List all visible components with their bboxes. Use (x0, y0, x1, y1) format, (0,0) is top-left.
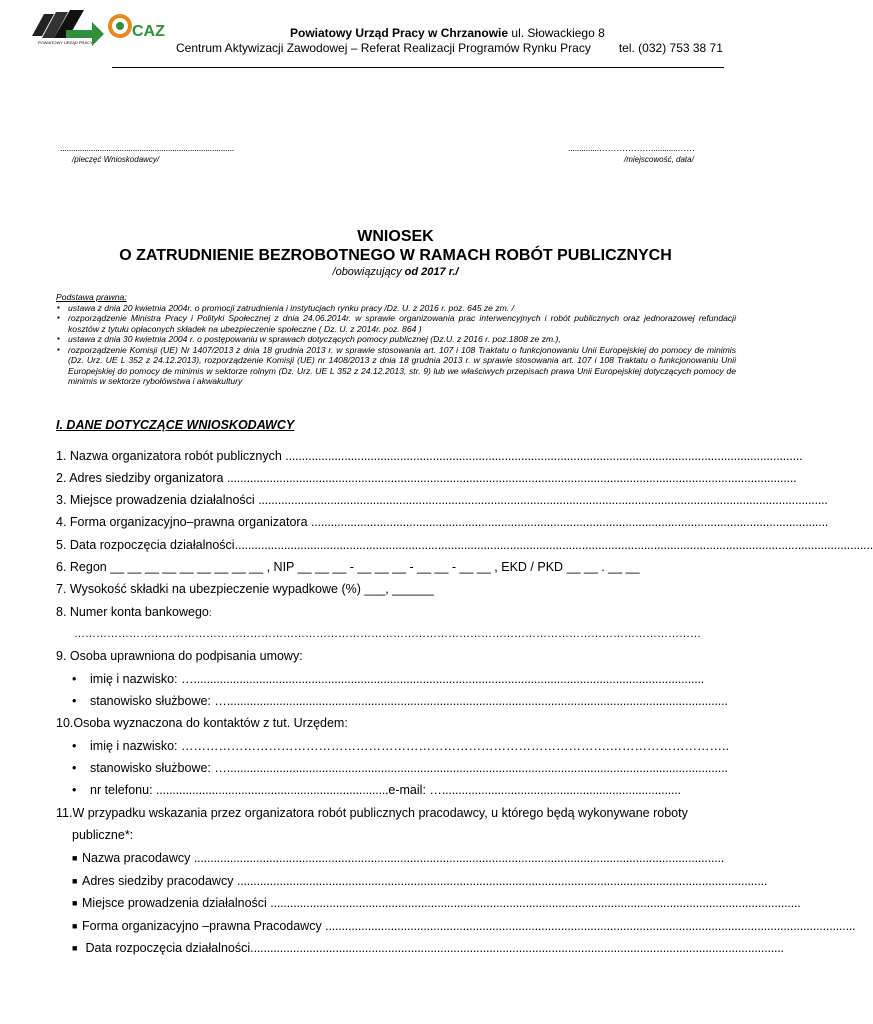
header-center-line (176, 41, 723, 55)
field-label: Nazwa pracodawcy (82, 851, 194, 865)
field-label: Forma organizacyjno –prawna Pracodawcy (82, 919, 326, 933)
fill-dots[interactable]: .................................................................................................................................................................. (236, 874, 768, 888)
legal-basis-item: ▪ rozporządzenie Ministra Pracy i Polityki Społecznej z dnia 24.06.2014r. w sprawie organizowania prac interwencyjnych i robót publicznych oraz jednorazowej refundacji kosztów z tytułu opłaconych składek na ubezpieczenie społeczne ( Dz. U. z 2014r. poz. 864 ) (56, 313, 736, 334)
place-date-dots: ..............………………............…… (568, 143, 695, 153)
field-label: 5. Data rozpoczęcia działalności. (56, 538, 239, 552)
field-label: 2. Adres siedziby organizatora (56, 471, 227, 485)
field-label: imię i nazwisko: ………………………………………………………………………………………….……………………….. (90, 739, 729, 753)
fill-dots[interactable]: .............................................................................................................................................................................. (258, 493, 828, 507)
square-bullet-icon: ■ (72, 921, 78, 931)
bullet-icon: • (72, 694, 77, 708)
fill-dots[interactable]: .............................................................................................................................................................................. (226, 471, 797, 485)
header-divider (112, 67, 724, 68)
field-legal-form[interactable] (56, 513, 829, 531)
field-employer-address[interactable] (72, 872, 768, 890)
validity-date: od 2017 r./ (404, 266, 459, 278)
legal-basis (56, 292, 736, 387)
field-label: Adres siedziby pracodawcy (82, 874, 237, 888)
field-employer-location[interactable] (72, 894, 801, 912)
center-name: Centrum Aktywizacji Zawodowej – Referat Realizacji Programów Rynku Pracy (176, 41, 591, 55)
form-title: WNIOSEK (357, 228, 434, 245)
form-subtitle: O ZATRUDNIENIE BEZROBOTNEGO W RAMACH ROBÓT PUBLICZNYCH (119, 247, 672, 264)
caz-logo (32, 8, 166, 50)
square-bullet-icon: ■ (72, 898, 78, 908)
fill-dots[interactable]: .................................................................................................................................................................................................. (238, 538, 873, 552)
stamp-caption: /pieczęć Wnioskodawcy/ (72, 155, 160, 164)
header-office-line (290, 26, 605, 40)
field-contact-phone-email[interactable] (72, 781, 736, 799)
field-authorized-person-label: 9. Osoba uprawniona do podpisania umowy: (56, 649, 303, 663)
fill-dots[interactable]: .................................................................................................................................................................. (193, 851, 725, 865)
field-employer-legal-form[interactable] (72, 917, 856, 935)
field-bank-account[interactable]: ……………………………………………………………………………………………………………………………………………………… (74, 628, 701, 640)
field-start-date[interactable] (56, 536, 873, 554)
section-heading: I. DANE DOTYCZĄCE WNIOSKODAWCY (56, 418, 295, 432)
field-label: imię i nazwisko: … (90, 672, 194, 686)
validity-prefix: /obowiązujący (332, 266, 405, 278)
field-label: Miejsce prowadzenia działalności (82, 896, 271, 910)
fill-dots[interactable]: ............................................................................................................................................................ (193, 672, 705, 686)
logo-subtext: POWIATOWY URZĄD PRACY (38, 40, 93, 45)
fill-dots[interactable]: ....................................................................... (156, 783, 389, 797)
field-employer-name[interactable] (72, 849, 725, 867)
field-bank-account-label (56, 603, 736, 621)
header-phone: tel. (032) 753 38 71 (618, 41, 723, 55)
legal-basis-item: ▪ rozporządzenie Komisji (UE) Nr 1407/2013 z dnia 18 grudnia 2013 r. w sprawie stosowania art. 107 i 108 Traktatu o funkcjonowaniu Unii Europejskiej do pomocy de minimis (Dz. Urz. UE L 352 z 24.12.2013), rozporządzenie Komisji (UE) nr 1408/2013 z dnia 18 grudnia 2013 r. w sprawie stosowania art. 107 i 108 Traktatu o funkcjonowaniu Unii Europejskiej do pomocy de minimis w sektorze rolnym (Dz. Urz. UE L 352 z 24.12.2013, str. 9) lub we właściwych przepisach prawa Unii Europejskiej dotyczących pomocy de minimis w sektorze rybołówstwa i akwakultury (56, 345, 736, 387)
office-address: ul. Słowackiego 8 (508, 26, 605, 40)
fill-dots[interactable]: .................................................................................................................................................................. (253, 941, 784, 955)
field-label: stanowisko służbowe: … (90, 761, 227, 775)
bullet-icon: • (72, 783, 77, 797)
fill-dots[interactable]: .................................................................................................................................................................. (325, 919, 856, 933)
field-authorized-name[interactable] (72, 670, 736, 688)
square-bullet-icon: ■ (72, 943, 78, 953)
field-organizer-name[interactable] (56, 447, 803, 465)
field-label: 1. Nazwa organizatora robót publicznych (56, 449, 286, 463)
field-business-location[interactable] (56, 491, 828, 509)
field-label: Data rozpoczęcia działalności. (82, 941, 254, 955)
bullet-icon: • (72, 739, 77, 753)
logo-caz-text: CAZ (132, 23, 165, 40)
bullet-icon: • (72, 672, 77, 686)
field-contact-person-label: 10.Osoba wyznaczona do kontaktów z tut. Urzędem: (56, 716, 348, 730)
field-label: 4. Forma organizacyjno–prawna organizatora (56, 515, 311, 529)
legal-basis-item: ▪ ustawa z dnia 30 kwietnia 2004 r. o postępowaniu w sprawach dotyczących pomocy publicznej (Dz.U. z 2016 r. poz.1808 ze zm.), (56, 334, 736, 345)
field-label: nr telefonu: (90, 783, 157, 797)
bullet-icon: • (72, 761, 77, 775)
legal-basis-item: ▪ ustawa z dnia 20 kwietnia 2004r. o promocji zatrudnienia i instytucjach rynku pracy /Dz. U. z 2016 r. poz. 645 ze zm. / (56, 303, 736, 314)
field-contact-name[interactable] (72, 737, 736, 755)
field-authorized-position[interactable] (72, 692, 736, 710)
square-bullet-icon: ■ (72, 876, 78, 886)
field-label: stanowisko służbowe: … (90, 694, 227, 708)
office-name: Powiatowy Urząd Pracy w Chrzanowie (290, 26, 509, 40)
fill-dots[interactable]: ......................................................................................................................................................... (226, 761, 728, 775)
validity-note (0, 266, 791, 278)
fill-dots[interactable]: ......................................................................... (441, 783, 681, 797)
field-label: e-mail: … (388, 783, 442, 797)
field-label-colon: : (208, 608, 212, 619)
field-accident-insurance[interactable]: 7. Wysokość składki na ubezpieczenie wypadkowe (%) ___, ______ (56, 582, 434, 596)
fill-dots[interactable]: .............................................................................................................................................................. (311, 515, 829, 529)
stamp-dots: ............................................................................... (60, 143, 234, 153)
field-employer-start-date[interactable] (72, 939, 784, 957)
field-employer-label: 11.W przypadku wskazania przez organizatora robót publicznych pracodawcy, u którego będą wykonywane roboty (56, 806, 688, 820)
fill-dots[interactable]: ......................................................................................................................................................... (226, 694, 728, 708)
field-label: 3. Miejsce prowadzenia działalności (56, 493, 259, 507)
square-bullet-icon: ■ (72, 853, 78, 863)
field-organizer-address[interactable] (56, 469, 797, 487)
place-date-caption: /miejscowość, data/ (624, 155, 694, 164)
fill-dots[interactable]: .................................................................................................................................................................. (270, 896, 801, 910)
field-contact-position[interactable] (72, 759, 736, 777)
fill-dots[interactable]: .............................................................................................................................................................. (285, 449, 803, 463)
field-employer-label-cont: publiczne*: (72, 828, 134, 842)
field-label: 8. Numer konta bankowego (56, 605, 209, 619)
legal-basis-heading: Podstawa prawna: (56, 292, 127, 302)
field-regon-nip-pkd[interactable]: 6. Regon __ __ __ __ __ __ __ __ __ , NIP __ __ __ - __ __ __ - __ __ - __ __ , EKD / PKD __ __ . __ __ (56, 560, 640, 574)
